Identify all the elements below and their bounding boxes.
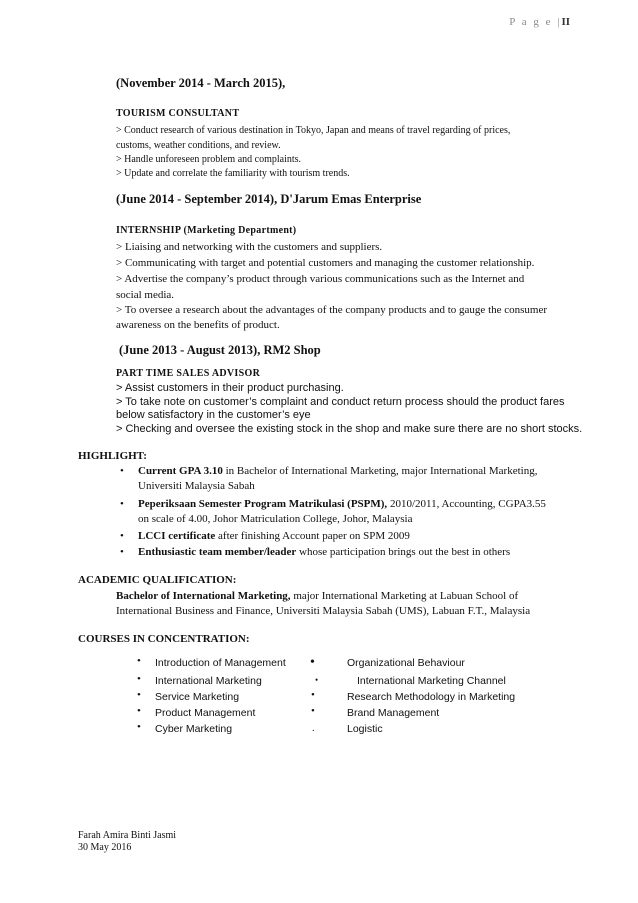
- exp3-line-3: > Checking and oversee the existing stock in the shop and make sure there are no short stocks.: [116, 423, 583, 435]
- exp1-line-1: customs, weather conditions, and review.: [116, 140, 281, 151]
- page-number-value: II: [561, 16, 570, 28]
- course-right-2: Research Methodology in Marketing: [347, 691, 516, 703]
- highlight-item-0: [138, 464, 537, 479]
- bullet-icon: •: [137, 721, 141, 733]
- bullet-icon: •: [311, 689, 315, 701]
- exp1-line-3: > Update and correlate the familiarity with tourism trends.: [116, 168, 350, 179]
- page-label: P a g e: [509, 16, 553, 28]
- course-right-1: International Marketing Channel: [357, 675, 506, 687]
- bullet-icon: •: [137, 705, 141, 717]
- exp3-line-2: below satisfactory in the customer’s eye: [116, 409, 311, 421]
- page-number: [509, 16, 570, 28]
- highlight-item-2: [138, 529, 410, 544]
- exp2-role: INTERNSHIP (Marketing Department): [116, 225, 297, 236]
- courses-title: COURSES IN CONCENTRATION:: [78, 633, 250, 645]
- exp1-line-0: > Conduct research of various destination in Tokyo, Japan and means of travel regarding of prices,: [116, 125, 511, 136]
- academic-degree: Bachelor of International Marketing,: [116, 590, 291, 602]
- course-left-0: Introduction of Management: [155, 657, 286, 669]
- course-right-0: Organizational Behaviour: [347, 657, 465, 669]
- footer: [78, 830, 176, 854]
- exp2-date: (June 2014 - September 2014), D'Jarum Emas Enterprise: [116, 192, 422, 206]
- course-left-2: Service Marketing: [155, 691, 240, 703]
- academic-text: major International Marketing at Labuan School of: [290, 590, 519, 602]
- exp2-line-0: > Liaising and networking with the customers and suppliers.: [116, 241, 383, 253]
- bullet-icon: •: [120, 530, 124, 542]
- bullet-icon: •: [120, 546, 124, 558]
- footer-date: 30 May 2016: [78, 842, 132, 853]
- page-separator: |: [557, 16, 562, 28]
- bullet-icon: •: [137, 673, 141, 685]
- exp2-line-4: > To oversee a research about the advantages of the company products and to gauge the consumer: [116, 304, 548, 316]
- highlight-item-3-bold: Enthusiastic team member/leader: [138, 546, 297, 558]
- exp1-role: TOURISM CONSULTANT: [116, 108, 240, 119]
- course-left-3: Product Management: [155, 707, 256, 719]
- footer-name: Farah Amira Binti Jasmi: [78, 830, 177, 841]
- academic-line-1: International Business and Finance, Universiti Malaysia Sabah (UMS), Labuan F.T., Malaysia: [116, 605, 531, 617]
- highlight-item-1-bold: Peperiksaan Semester Program Matrikulasi (PSPM),: [138, 498, 388, 510]
- highlight-item-3-text: whose participation brings out the best in others: [296, 546, 511, 558]
- bullet-icon: •: [311, 705, 315, 717]
- highlight-item-1-cont: on scale of 4.00, Johor Matriculation College, Johor, Malaysia: [138, 513, 413, 525]
- exp1-line-2: > Handle unforeseen problem and complaints.: [116, 154, 302, 165]
- exp2-line-2: > Advertise the company’s product through various communications such as the Internet and: [116, 273, 525, 285]
- highlight-item-1-text: 2010/2011, Accounting, CGPA3.55: [387, 498, 546, 510]
- bullet-icon: •: [137, 655, 141, 667]
- highlight-item-0-bold: Current GPA 3.10: [138, 465, 223, 477]
- highlight-item-3: [138, 545, 510, 560]
- course-right-3: Brand Management: [347, 707, 440, 719]
- highlight-item-0-cont: Universiti Malaysia Sabah: [138, 480, 255, 492]
- bullet-icon: •: [120, 465, 124, 477]
- bullet-icon: •: [315, 675, 319, 685]
- highlight-item-0-text: in Bachelor of International Marketing, major International Marketing,: [222, 465, 538, 477]
- exp3-date: (June 2013 - August 2013), RM2 Shop: [119, 343, 321, 357]
- exp2-line-5: awareness on the benefits of product.: [116, 319, 280, 331]
- highlight-item-2-bold: LCCI certificate: [138, 530, 216, 542]
- highlight-item-1: [138, 497, 546, 512]
- exp2-line-1: > Communicating with target and potential customers and managing the customer relationship.: [116, 257, 535, 269]
- bullet-icon: .: [312, 723, 315, 734]
- exp1-date: (November 2014 - March 2015),: [116, 76, 286, 90]
- exp3-line-0: > Assist customers in their product purchasing.: [116, 382, 344, 394]
- highlight-item-2-text: after finishing Account paper on SPM 2009: [215, 530, 410, 542]
- bullet-icon: •: [137, 689, 141, 701]
- exp3-line-1: > To take note on customer’s complaint and conduct return process should the product fares: [116, 396, 565, 408]
- academic-line-0: [116, 589, 518, 604]
- exp2-line-3: social media.: [116, 289, 175, 301]
- bullet-icon: •: [120, 498, 124, 510]
- bullet-icon: •: [310, 655, 315, 670]
- course-left-4: Cyber Marketing: [155, 723, 233, 735]
- course-right-4: Logistic: [347, 723, 383, 735]
- highlight-title: HIGHLIGHT:: [78, 450, 147, 462]
- academic-title: ACADEMIC QUALIFICATION:: [78, 574, 237, 586]
- course-left-1: International Marketing: [155, 675, 262, 687]
- exp3-role: PART TIME SALES ADVISOR: [116, 368, 261, 379]
